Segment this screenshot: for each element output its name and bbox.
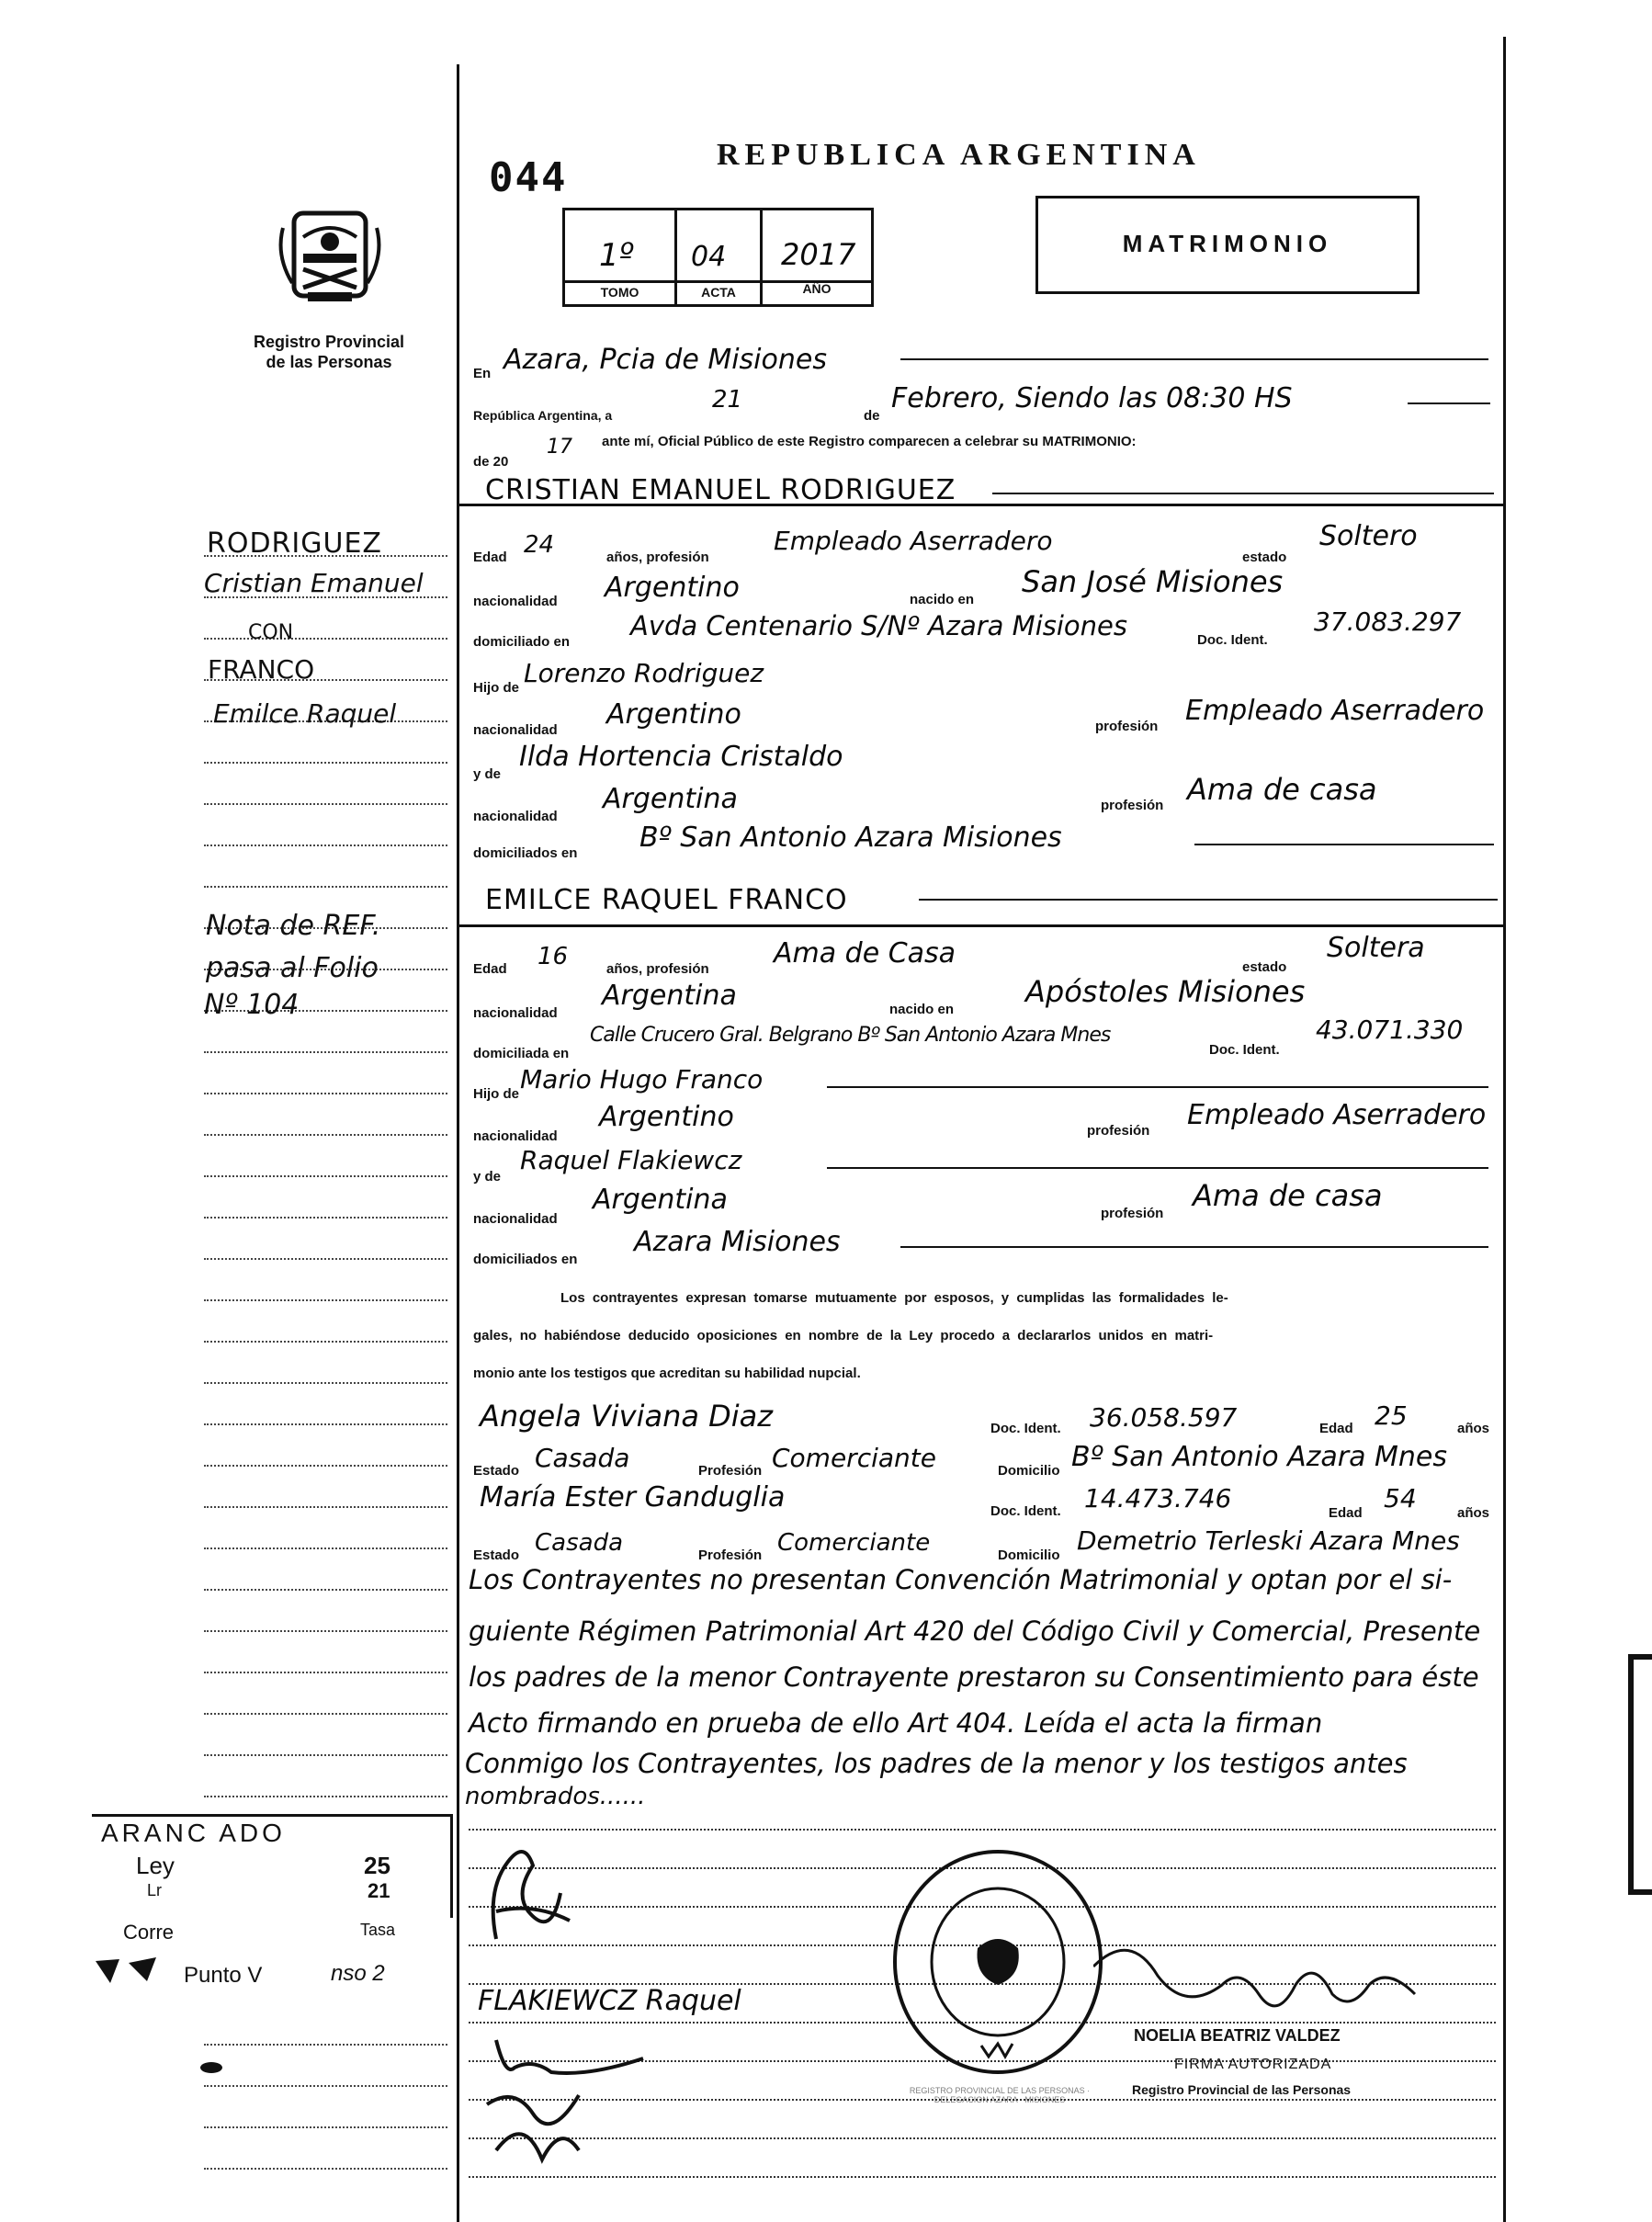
margin-rule-line bbox=[204, 1299, 447, 1301]
witness1-prof-label: Profesión bbox=[698, 1463, 763, 1479]
witness2-dom-label: Domicilio bbox=[998, 1547, 1060, 1563]
acta-label: ACTA bbox=[701, 285, 736, 300]
groom-mnac-label: nacionalidad bbox=[473, 809, 558, 824]
bride-parents-line bbox=[900, 1246, 1488, 1248]
bride-nacido-label: nacido en bbox=[889, 1002, 955, 1017]
bride-status: Soltera bbox=[1327, 932, 1425, 964]
margin-rule-line bbox=[204, 1093, 447, 1094]
bride-father: Mario Hugo Franco bbox=[520, 1064, 764, 1094]
bride-hijo-label: Hijo de bbox=[473, 1086, 520, 1102]
groom-anios-label: años, profesión bbox=[606, 550, 709, 565]
fee-stamp-title: ARANC ADO bbox=[101, 1819, 286, 1847]
groom-name: CRISTIAN EMANUEL RODRIGUEZ bbox=[485, 474, 956, 506]
registry-logo bbox=[276, 200, 384, 309]
witness2-profession: Comerciante bbox=[777, 1529, 931, 1557]
bride-anios-label: años, profesión bbox=[606, 961, 709, 977]
margin-rule-line bbox=[204, 2126, 447, 2128]
margin-rule-line bbox=[204, 1589, 447, 1591]
groom-divider bbox=[459, 504, 1503, 506]
registry-line-1: Registro Provincial bbox=[253, 333, 405, 351]
statement: ante mí, Oficial Público de este Registro comparecen a celebrar su MATRIMONIO: bbox=[602, 434, 1137, 449]
official-seal bbox=[889, 1847, 1106, 2077]
note-line-3: los padres de la menor Contrayente prestaron su Consentimiento para éste bbox=[469, 1661, 1479, 1693]
bride-address: Calle Crucero Gral. Belgrano Bº San Antonio Azara Mnes bbox=[590, 1024, 1111, 1047]
bride-fnac-label: nacionalidad bbox=[473, 1128, 558, 1144]
witness2-prof-label: Profesión bbox=[698, 1547, 763, 1563]
bride-mprof-label: profesión bbox=[1101, 1206, 1164, 1221]
fee-stamp-punto: Punto V bbox=[184, 1963, 263, 1988]
margin-rule-line bbox=[204, 2085, 447, 2087]
anio-label: AÑO bbox=[802, 281, 832, 296]
bride-fprof-label: profesión bbox=[1087, 1123, 1150, 1139]
official-role: FIRMA AUTORIZADA bbox=[1174, 2057, 1332, 2072]
groom-name-line bbox=[992, 493, 1494, 494]
groom-nationality: Argentino bbox=[605, 572, 740, 604]
witness2-doc-label: Doc. Ident. bbox=[990, 1503, 1061, 1519]
margin-name-3: CON bbox=[248, 621, 294, 644]
bride-name-line bbox=[919, 899, 1498, 901]
bride-father-line bbox=[827, 1086, 1488, 1088]
witness1-dom-label: Domicilio bbox=[998, 1463, 1060, 1479]
fee-stamp-val4: nso 2 bbox=[331, 1961, 385, 1986]
margin-name-5: Emilce Raquel bbox=[213, 698, 397, 729]
bride-parents-address: Azara Misiones bbox=[634, 1226, 841, 1258]
groom-fnac-label: nacionalidad bbox=[473, 722, 558, 738]
witness1-doc-label: Doc. Ident. bbox=[990, 1421, 1061, 1436]
groom-nac-label: nacionalidad bbox=[473, 594, 558, 609]
witness2-doc: 14.473.746 bbox=[1084, 1483, 1232, 1513]
groom-age: 24 bbox=[524, 531, 555, 559]
signature-witness bbox=[478, 2022, 680, 2169]
declaration-2: gales, no habiéndose deducido oposiciones en nombre de la Ley procedo a declararlos unidos en matri- bbox=[473, 1328, 1214, 1343]
groom-father-nat: Argentino bbox=[606, 698, 741, 731]
year-prefix: de 20 bbox=[473, 454, 509, 470]
margin-name-1: RODRIGUEZ bbox=[207, 527, 382, 560]
bride-nationality: Argentina bbox=[602, 980, 737, 1012]
bride-mother-prof: Ama de casa bbox=[1193, 1178, 1383, 1213]
note-line-5: Conmigo los Contrayentes, los padres de la menor y los testigos antes bbox=[465, 1748, 1408, 1779]
bride-nac-label: nacionalidad bbox=[473, 1005, 558, 1021]
ink-mark-icon bbox=[200, 2062, 222, 2073]
bride-dom-label: domiciliada en bbox=[473, 1046, 570, 1061]
act-type: MATRIMONIO bbox=[1122, 230, 1333, 257]
groom-fprof-label: profesión bbox=[1095, 719, 1159, 734]
margin-rule-line bbox=[204, 886, 447, 888]
margin-rule-line bbox=[204, 1672, 447, 1673]
bride-edad-label: Edad bbox=[473, 961, 507, 977]
groom-parents-address: Bº San Antonio Azara Misiones bbox=[639, 822, 1062, 854]
witness2-anios-label: años bbox=[1457, 1505, 1490, 1521]
en-label: En bbox=[473, 366, 492, 381]
groom-mprof-label: profesión bbox=[1101, 798, 1164, 813]
act-number: 044 bbox=[489, 154, 568, 201]
witness2-estado-label: Estado bbox=[473, 1547, 520, 1563]
official-name: NOELIA BEATRIZ VALDEZ bbox=[1134, 2026, 1341, 2045]
groom-mother: Ilda Hortencia Cristaldo bbox=[519, 741, 843, 773]
stamp-blot-icon bbox=[92, 1956, 165, 1987]
bride-pdom-label: domiciliados en bbox=[473, 1252, 578, 1267]
tomo-value: 1º bbox=[599, 237, 634, 274]
bride-yde-label: y de bbox=[473, 1169, 502, 1185]
left-rule bbox=[457, 64, 459, 2222]
groom-status: Soltero bbox=[1319, 520, 1418, 552]
margin-rule-line bbox=[204, 1134, 447, 1136]
groom-hijo-label: Hijo de bbox=[473, 680, 520, 696]
margin-rule-line bbox=[204, 1258, 447, 1260]
margin-note-1: Nota de REF. bbox=[206, 910, 381, 942]
groom-born: San José Misiones bbox=[1022, 564, 1284, 599]
margin-rule-line bbox=[204, 1382, 447, 1384]
bride-doc: 43.071.330 bbox=[1316, 1015, 1464, 1045]
groom-pdom-label: domiciliados en bbox=[473, 845, 578, 861]
fee-stamp-corre: Corre bbox=[123, 1921, 175, 1944]
tomo-label: TOMO bbox=[600, 285, 639, 300]
margin-rule-line bbox=[204, 1423, 447, 1425]
seal-text: REGISTRO PROVINCIAL DE LAS PERSONAS · DELEGACION AZARA · MISIONES bbox=[909, 2086, 1091, 2104]
republica-label: República Argentina, a bbox=[473, 408, 613, 423]
bride-age: 16 bbox=[537, 943, 569, 970]
fee-stamp-val1: 25 bbox=[364, 1852, 390, 1879]
margin-rule-line bbox=[204, 762, 447, 764]
fee-stamp-tasa: Tasa bbox=[360, 1921, 396, 1939]
groom-profession: Empleado Aserradero bbox=[774, 526, 1053, 556]
margin-rule-line bbox=[204, 1630, 447, 1632]
country-title: REPUBLICA ARGENTINA bbox=[717, 138, 1201, 172]
bride-born: Apóstoles Misiones bbox=[1025, 974, 1306, 1009]
place: Azara, Pcia de Misiones bbox=[504, 344, 827, 376]
bride-mother: Raquel Flakiewcz bbox=[520, 1145, 742, 1175]
groom-parents-line bbox=[1194, 844, 1494, 845]
witness1-name: Angela Viviana Diaz bbox=[480, 1399, 774, 1434]
margin-rule-line bbox=[204, 1051, 447, 1053]
main-rule-line bbox=[469, 1829, 1496, 1831]
bride-divider bbox=[459, 924, 1503, 927]
main-rule-line bbox=[469, 2176, 1496, 2178]
de-label: de bbox=[864, 408, 880, 424]
note-line-2: guiente Régimen Patrimonial Art 420 del Código Civil y Comercial, Presente bbox=[469, 1615, 1481, 1647]
edge-bracket bbox=[1628, 1654, 1652, 1895]
margin-rule-line bbox=[204, 1217, 447, 1219]
witness1-doc: 36.058.597 bbox=[1090, 1402, 1238, 1433]
day: 21 bbox=[712, 386, 743, 414]
groom-father: Lorenzo Rodriguez bbox=[524, 658, 764, 688]
signature-mother-text: FLAKIEWCZ Raquel bbox=[478, 1985, 741, 2017]
bride-mother-nat: Argentina bbox=[593, 1184, 728, 1216]
witness2-status: Casada bbox=[535, 1529, 624, 1557]
acta-value: 04 bbox=[691, 241, 727, 273]
fee-stamp-lr: Lr bbox=[147, 1881, 163, 1899]
margin-rule-line bbox=[204, 1175, 447, 1177]
margin-name-4: FRANCO bbox=[208, 654, 315, 685]
bride-profession: Ama de Casa bbox=[774, 937, 956, 969]
groom-dom-label: domiciliado en bbox=[473, 634, 571, 650]
declaration-1: Los contrayentes expresan tomarse mutuamente por esposos, y cumplidas las formalidades le- bbox=[560, 1290, 1228, 1306]
margin-rule-line bbox=[204, 1341, 447, 1343]
note-line-4: Acto firmando en prueba de ello Art 404. Leída el acta la firman bbox=[469, 1707, 1323, 1739]
witness1-edad-label: Edad bbox=[1319, 1421, 1353, 1436]
witness2-name: María Ester Ganduglia bbox=[480, 1481, 786, 1513]
witness1-age: 25 bbox=[1375, 1400, 1408, 1431]
margin-rule-line bbox=[204, 1713, 447, 1715]
witness1-profession: Comerciante bbox=[772, 1443, 936, 1473]
margin-rule-line bbox=[204, 1796, 447, 1797]
margin-name-2: Cristian Emanuel bbox=[204, 568, 424, 598]
fee-stamp bbox=[92, 1814, 453, 1918]
year-suffix: 17 bbox=[547, 436, 572, 459]
bride-estado-label: estado bbox=[1242, 959, 1287, 975]
groom-father-prof: Empleado Aserradero bbox=[1185, 695, 1485, 727]
bride-father-prof: Empleado Aserradero bbox=[1187, 1099, 1487, 1131]
bride-mnac-label: nacionalidad bbox=[473, 1211, 558, 1227]
margin-rule-line bbox=[204, 2168, 447, 2170]
groom-doc: 37.083.297 bbox=[1314, 607, 1462, 637]
bride-doc-label: Doc. Ident. bbox=[1209, 1042, 1280, 1058]
margin-rule-line bbox=[204, 638, 447, 640]
witness1-anios-label: años bbox=[1457, 1421, 1490, 1436]
bride-name: EMILCE RAQUEL FRANCO bbox=[485, 884, 848, 916]
margin-note-2: pasa al Folio bbox=[206, 952, 379, 984]
witness2-edad-label: Edad bbox=[1329, 1505, 1363, 1521]
margin-rule-line bbox=[204, 1547, 447, 1549]
groom-doc-label: Doc. Ident. bbox=[1197, 632, 1268, 648]
groom-estado-label: estado bbox=[1242, 550, 1287, 565]
margin-rule-line bbox=[204, 803, 447, 805]
bride-father-nat: Argentino bbox=[599, 1101, 734, 1133]
fee-stamp-ley: Ley bbox=[136, 1852, 175, 1879]
margin-rule-line bbox=[204, 1506, 447, 1508]
groom-edad-label: Edad bbox=[473, 550, 507, 565]
margin-rule-line bbox=[204, 2044, 447, 2046]
witness2-age: 54 bbox=[1384, 1483, 1417, 1513]
margin-rule-line bbox=[204, 845, 447, 846]
witness1-address: Bº San Antonio Azara Mnes bbox=[1071, 1441, 1448, 1473]
month: Febrero, Siendo las 08:30 HS bbox=[891, 382, 1293, 414]
official-office: Registro Provincial de las Personas bbox=[1132, 2082, 1352, 2097]
groom-address: Avda Centenario S/Nº Azara Misiones bbox=[630, 610, 1127, 641]
declaration-3: monio ante los testigos que acreditan su habilidad nupcial. bbox=[473, 1366, 861, 1381]
bride-mother-line bbox=[827, 1167, 1488, 1169]
official-signature bbox=[1093, 1930, 1424, 2031]
place-line bbox=[900, 358, 1488, 360]
groom-mother-nat: Argentina bbox=[603, 783, 738, 815]
groom-nacido-label: nacido en bbox=[910, 592, 975, 607]
witness2-address: Demetrio Terleski Azara Mnes bbox=[1077, 1525, 1460, 1556]
note-line-1: Los Contrayentes no presentan Convención Matrimonial y optan por el si- bbox=[469, 1564, 1453, 1595]
month-line bbox=[1408, 402, 1490, 404]
groom-mother-prof: Ama de casa bbox=[1187, 772, 1377, 807]
margin-note-3: Nº 104 bbox=[204, 989, 300, 1021]
margin-rule-line bbox=[204, 1754, 447, 1756]
fee-stamp-val2: 21 bbox=[368, 1879, 390, 1902]
margin-rule-line bbox=[204, 1465, 447, 1467]
note-line-6: nombrados...... bbox=[465, 1783, 646, 1810]
witness1-estado-label: Estado bbox=[473, 1463, 520, 1479]
groom-yde-label: y de bbox=[473, 766, 502, 782]
signature-groom bbox=[478, 1838, 579, 1948]
witness1-status: Casada bbox=[535, 1443, 630, 1473]
anio-value: 2017 bbox=[781, 237, 856, 272]
right-rule bbox=[1503, 37, 1506, 2222]
registry-line-2: de las Personas bbox=[266, 353, 392, 371]
